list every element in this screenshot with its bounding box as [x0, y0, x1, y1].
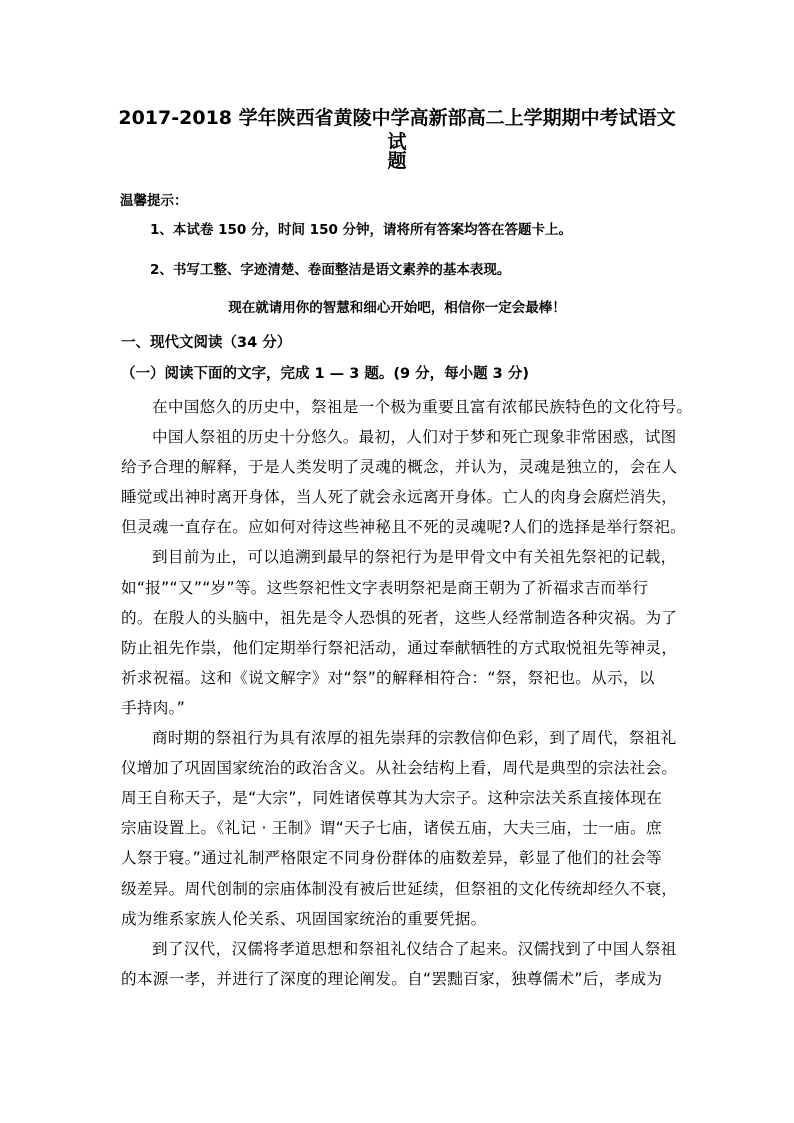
reading-passage — [121, 392, 693, 994]
passage-line: 人祭于寝。”通过礼制严格限定不同身份群体的庙数差异，彰显了他们的社会等 — [121, 849, 662, 868]
passage-line: 祈求祝福。这和《说文解字》对“祭”的解释相符合：“祭，祭祀也。从示，以 — [121, 668, 655, 687]
passage-line: 中国人祭祖的历史十分悠久。最初，人们对于梦和死亡现象非常困惑，试图 — [152, 428, 677, 447]
passage-line: 在中国悠久的历史中，祭祖是一个极为重要且富有浓郁民族特色的文化符号。 — [152, 398, 693, 416]
passage-line: 睡觉或出神时离开身体，当人死了就会永远离开身体。亡人的肉身会腐烂消失， — [121, 488, 678, 507]
passage-line: 成为维系家族人伦关系、巩固国家统治的重要凭据。 — [121, 909, 487, 928]
passage-line: 如“报”“又”“岁”等。这些祭祀性文字表明祭祀是商王朝为了祈福求吉而举行 — [121, 578, 649, 597]
passage-line: 到目前为止，可以追溯到最早的祭祀行为是甲骨文中有关祖先祭祀的记载， — [152, 548, 677, 567]
section-heading: 一、现代文阅读（34 分） — [121, 335, 292, 351]
passage-line: 的。在殷人的头脑中，祖先是令人恐惧的死者，这些人经常制造各种灾祸。为了 — [121, 608, 678, 627]
tips-heading: 温馨提示： — [120, 193, 188, 209]
passage-line: 级差异。周代创制的宗庙体制没有被后世延续，但祭祖的文化传统却经久不衰， — [121, 879, 678, 898]
passage-line: 周王自称天子，是“大宗”，同姓诸侯尊其为大宗子。这种宗法关系直接体现在 — [121, 789, 663, 808]
passage-line: 到了汉代，汉儒将孝道思想和祭祖礼仪结合了起来。汉儒找到了中国人祭祖 — [152, 939, 677, 958]
passage-line: 宗庙设置上。《礼记 · 王制》谓“天子七庙，诸侯五庙，大夫三庙，士一庙。庶 — [121, 819, 662, 838]
sub-heading: （一）阅读下面的文字，完成 1 — 3 题。(9 分，每小题 3 分) — [121, 366, 529, 382]
passage-line: 但灵魂一直存在。应如何对待这些神秘且不死的灵魂呢?人们的选择是举行祭祀。 — [121, 518, 686, 537]
encouragement-text: 现在就请用你的智慧和细心开始吧，相信你一定会最棒！ — [228, 300, 566, 316]
passage-line: 防止祖先作祟，他们定期举行祭祀活动，通过奉献牺牲的方式取悦祖先等神灵， — [121, 638, 678, 657]
passage-line: 给予合理的解释，于是人类发明了灵魂的概念，并认为，灵魂是独立的，会在人 — [121, 458, 678, 477]
document-title-line2: 题 — [387, 150, 407, 172]
tip-item-2: 2、书写工整、字迹清楚、卷面整洁是语文素养的基本表现。 — [150, 262, 511, 278]
tip-item-1: 1、本试卷 150 分，时间 150 分钟，请将所有答案均答在答题卡上。 — [150, 222, 573, 238]
passage-line: 手持肉。” — [121, 698, 186, 717]
passage-line: 的本源一孝，并进行了深度的理论阐发。自“罢黜百家，独尊儒术”后，孝成为 — [121, 969, 663, 988]
passage-line: 仪增加了巩固国家统治的政治含义。从社会结构上看，周代是典型的宗法社会。 — [121, 759, 678, 778]
passage-line: 商时期的祭祖行为具有浓厚的祖先崇拜的宗教信仰色彩，到了周代，祭祖礼 — [152, 729, 677, 748]
document-title-line1: 2017-2018 学年陕西省黄陵中学高新部高二上学期期中考试语文试 — [118, 107, 676, 153]
